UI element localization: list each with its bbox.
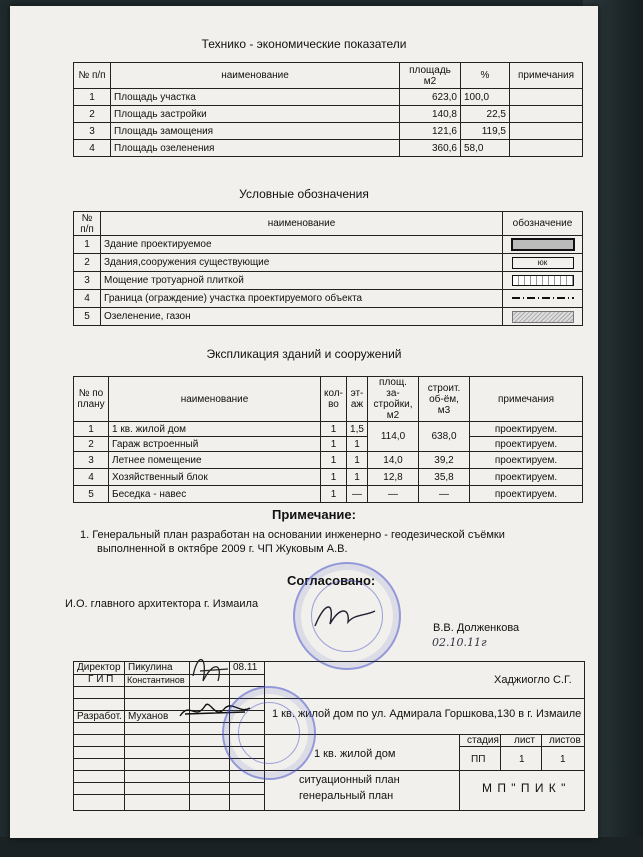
cell: 1 <box>347 437 368 452</box>
explication-table <box>73 376 583 503</box>
exp-header-name: наименование <box>109 377 321 422</box>
cell: Площадь озеленения <box>111 140 400 157</box>
signature-director <box>188 651 238 691</box>
cell: проектируем. <box>470 486 583 503</box>
paving-symbol-icon <box>512 275 574 286</box>
cell: проектируем. <box>470 452 583 469</box>
director-date: 08.11 <box>233 662 258 673</box>
cell: 2 <box>74 437 109 452</box>
project-name: 1 кв. жилой дом по ул. Адмирала Горшкова,130 в г. Измаиле <box>272 708 582 720</box>
desk-background-bottom <box>0 837 643 857</box>
cell: 1 <box>347 452 368 469</box>
approval-handwritten-date: 02.10.11г <box>432 636 487 649</box>
cell: Граница (ограждение) участка проектируемого объекта <box>101 290 503 308</box>
existing-building-symbol-icon: юк <box>512 257 574 269</box>
remark-line-2: выполненной в октябре 2009 г. ЧП Жуковым А.В. <box>97 543 348 555</box>
signature-architect <box>310 596 380 636</box>
cell <box>510 123 583 140</box>
cell: 3 <box>74 272 101 290</box>
cell <box>503 236 583 254</box>
title-block <box>73 661 585 811</box>
table-row <box>74 106 583 123</box>
cell: Площадь замощения <box>111 123 400 140</box>
tep-header-note: примечания <box>510 63 583 89</box>
cell: — <box>347 486 368 503</box>
cell: 58,0 <box>461 140 510 157</box>
sheets-value: 1 <box>560 754 566 765</box>
remark-title: Примечание: <box>272 507 356 522</box>
cell <box>503 272 583 290</box>
cell: 4 <box>74 140 111 157</box>
cell: 22,5 <box>461 106 510 123</box>
cell: Гараж встроенный <box>109 437 321 452</box>
stage-value: ПП <box>471 754 486 765</box>
tep-table <box>73 62 583 157</box>
table-row <box>74 89 583 106</box>
cell <box>503 290 583 308</box>
table-row <box>74 272 583 290</box>
object-name: 1 кв. жилой дом <box>314 748 396 760</box>
cell: 623,0 <box>400 89 461 106</box>
boundary-line-symbol-icon <box>512 297 574 299</box>
cell: Здания,сооружения существующие <box>101 254 503 272</box>
director-label: Директор <box>77 662 121 673</box>
cell: проектируем. <box>470 437 583 452</box>
cell: 1 <box>321 437 347 452</box>
cell: Хозяйственный блок <box>109 469 321 486</box>
tep-title: Технико - экономические показатели <box>201 37 407 51</box>
tep-header-pct: % <box>461 63 510 89</box>
document-sheet <box>10 6 598 838</box>
cell: Мощение тротуарной плиткой <box>101 272 503 290</box>
cell: 1 <box>321 422 347 437</box>
remark-line-1: 1. Генеральный план разработан на основании инженерно - геодезической съёмки <box>80 529 505 541</box>
table-row <box>74 486 583 503</box>
lawn-symbol-icon <box>512 311 574 323</box>
table-row <box>74 308 583 326</box>
exp-header-n: № по плану <box>74 377 109 422</box>
cell <box>510 140 583 157</box>
table-row <box>74 123 583 140</box>
cell <box>510 89 583 106</box>
approval-position: И.О. главного архитектора г. Измаила <box>65 598 259 610</box>
cell: 119,5 <box>461 123 510 140</box>
exp-header-area: площ. за-стройки, м2 <box>368 377 419 422</box>
exp-header-floors: эт-аж <box>347 377 368 422</box>
cell: 360,6 <box>400 140 461 157</box>
round-stamp-title-block <box>222 686 316 780</box>
legend-header-n: № п/п <box>74 212 101 236</box>
cell: 1 <box>74 89 111 106</box>
cell <box>503 308 583 326</box>
cell: 1 кв. жилой дом <box>109 422 321 437</box>
sheets-label: листов <box>549 735 581 746</box>
drawing-title-1: ситуационный план <box>299 774 400 786</box>
cell: 3 <box>74 452 109 469</box>
table-row <box>74 469 583 486</box>
director-name: Пикулина <box>128 662 173 673</box>
cell: 1 <box>321 452 347 469</box>
tep-header-name: наименование <box>111 63 400 89</box>
sheet-value: 1 <box>519 754 525 765</box>
explication-title: Экспликация зданий и сооружений <box>206 347 402 361</box>
exp-header-note: примечания <box>470 377 583 422</box>
cell: 638,0 <box>419 422 470 452</box>
tep-header-area: площадь м2 <box>400 63 461 89</box>
cell: 5 <box>74 308 101 326</box>
cell: проектируем. <box>470 422 583 437</box>
cell: 1 <box>74 236 101 254</box>
cell: 4 <box>74 290 101 308</box>
cell: 12,8 <box>368 469 419 486</box>
cell: Летнее помещение <box>109 452 321 469</box>
cell: 1 <box>347 469 368 486</box>
cell: 100,0 <box>461 89 510 106</box>
cell: 39,2 <box>419 452 470 469</box>
exp-header-vol: строит. об-ём, м3 <box>419 377 470 422</box>
cell: 121,6 <box>400 123 461 140</box>
gip-name: Константинов <box>127 675 185 685</box>
table-row <box>74 437 583 452</box>
designed-building-symbol-icon <box>511 238 575 251</box>
cell <box>503 254 583 272</box>
cell: 1,5 <box>347 422 368 437</box>
cell: 1 <box>74 422 109 437</box>
cell: — <box>419 486 470 503</box>
gip-label: Г И П <box>88 674 114 685</box>
client-name: Хаджиогло С.Г. <box>494 674 572 686</box>
cell: 114,0 <box>368 422 419 452</box>
cell: Площадь участка <box>111 89 400 106</box>
table-row <box>74 254 583 272</box>
cell: 5 <box>74 486 109 503</box>
cell: Озеленение, газон <box>101 308 503 326</box>
cell: Площадь застройки <box>111 106 400 123</box>
cell: 3 <box>74 123 111 140</box>
developer-name: Муханов <box>128 711 169 722</box>
legend-header-name: наименование <box>101 212 503 236</box>
cell: 2 <box>74 106 111 123</box>
approval-title: Согласовано: <box>287 573 376 588</box>
developer-label: Разработ. <box>77 711 122 722</box>
cell: проектируем. <box>470 469 583 486</box>
cell <box>510 106 583 123</box>
stage-label: стадия <box>467 735 499 746</box>
cell: 4 <box>74 469 109 486</box>
cell: 1 <box>321 486 347 503</box>
table-row <box>74 140 583 157</box>
legend-header-symbol: обозначение <box>503 212 583 236</box>
tep-header-n: № п/п <box>74 63 111 89</box>
legend-title: Условные обозначения <box>239 187 369 201</box>
cell: 2 <box>74 254 101 272</box>
drawing-title-2: генеральный план <box>299 790 394 802</box>
cell: Здание проектируемое <box>101 236 503 254</box>
sheet-label: лист <box>514 735 536 746</box>
legend-table <box>73 211 583 326</box>
cell: — <box>368 486 419 503</box>
organization-name: М П " П И К " <box>482 781 567 795</box>
cell: 35,8 <box>419 469 470 486</box>
table-row <box>74 236 583 254</box>
cell: Беседка - навес <box>109 486 321 503</box>
table-row <box>74 290 583 308</box>
table-row <box>74 422 583 437</box>
cell: 140,8 <box>400 106 461 123</box>
table-row <box>74 452 583 469</box>
cell: 1 <box>321 469 347 486</box>
approval-name: В.В. Долженкова <box>433 622 520 634</box>
cell: 14,0 <box>368 452 419 469</box>
exp-header-qty: кол-во <box>321 377 347 422</box>
